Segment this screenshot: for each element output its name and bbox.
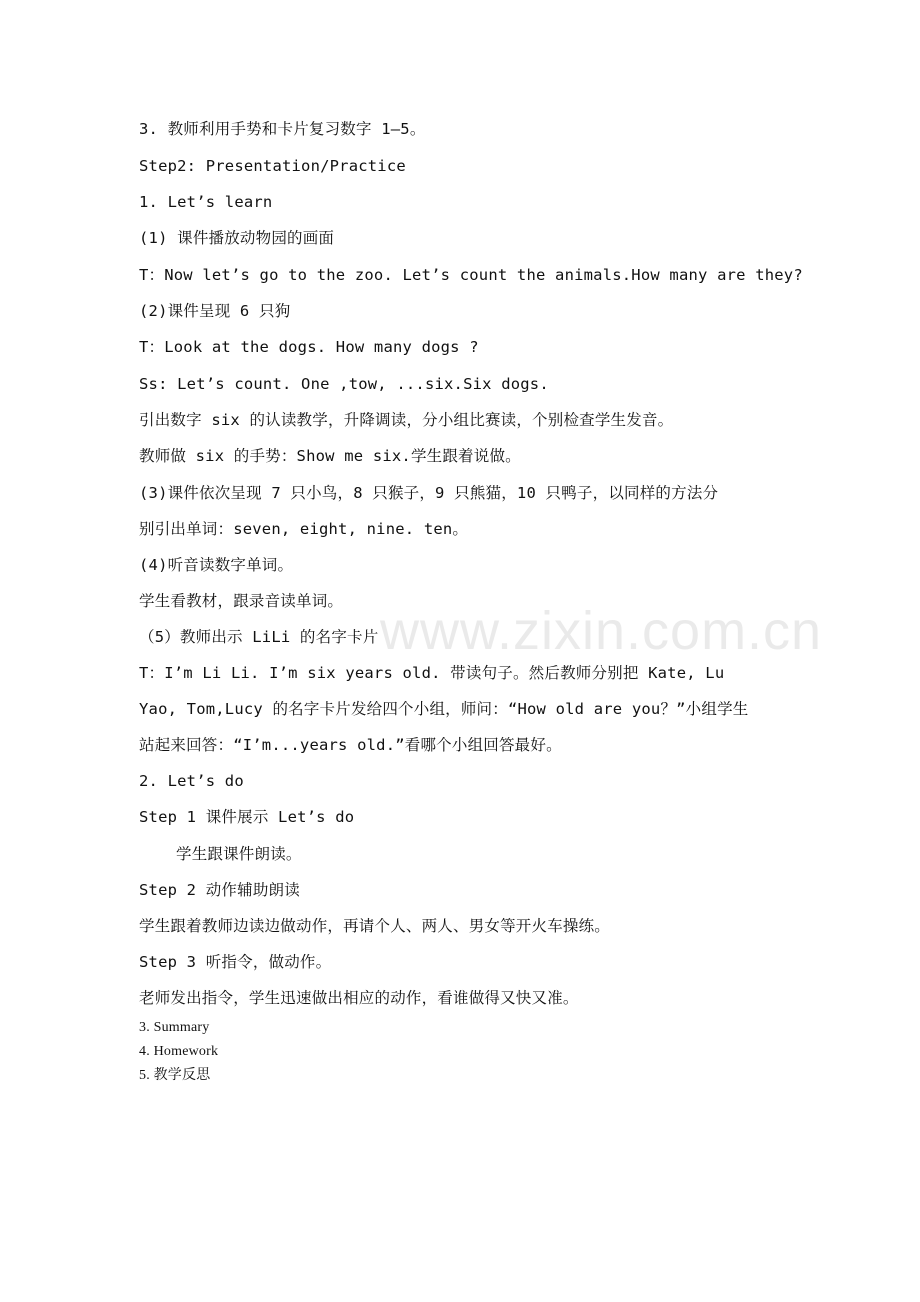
text-line: Step 3 听指令，做动作。 xyxy=(139,953,332,971)
text-line: 引出数字 six 的认读教学，升降调读，分小组比赛读，个别检查学生发音。 xyxy=(139,411,674,429)
text-line: 5. 教学反思 xyxy=(139,1068,211,1083)
text-line: 1. Let’s learn xyxy=(139,193,273,211)
text-line: 学生跟着教师边读边做动作，再请个人、两人、男女等开火车操练。 xyxy=(139,917,611,935)
text-line: (1) 课件播放动物园的画面 xyxy=(139,229,335,247)
text-line: Ss: Let’s count. One ,tow, ...six.Six dogs. xyxy=(139,375,549,393)
text-line: 4. Homework xyxy=(139,1044,219,1059)
text-line: 老师发出指令，学生迅速做出相应的动作，看谁做得又快又准。 xyxy=(139,989,579,1007)
text-line: Step2: Presentation/Practice xyxy=(139,157,406,175)
text-line: T：Now let’s go to the zoo. Let’s count the animals.How many are they? xyxy=(139,266,803,284)
text-line: T：Look at the dogs. How many dogs ? xyxy=(139,338,479,356)
text-line: 学生跟课件朗读。 xyxy=(176,845,302,863)
text-line: T：I’m Li Li. I’m six years old. 带读句子。然后教师分别把 Kate, Lu xyxy=(139,664,725,682)
text-line: Step 1 课件展示 Let’s do xyxy=(139,808,355,826)
text-line: 2. Let’s do xyxy=(139,772,244,790)
text-line: (4)听音读数字单词。 xyxy=(139,556,294,574)
text-line: 站起来回答：“I’m...years old.”看哪个小组回答最好。 xyxy=(139,736,562,754)
text-line: 3. 教师利用手势和卡片复习数字 1—5。 xyxy=(139,120,426,138)
text-line: (3)课件依次呈现 7 只小鸟，8 只猴子，9 只熊猫，10 只鸭子，以同样的方法分 xyxy=(139,484,719,502)
text-line: 学生看教材，跟录音读单词。 xyxy=(139,592,344,610)
text-line: Yao, Tom,Lucy 的名字卡片发给四个小组，师问：“How old are you？”小组学生 xyxy=(139,700,749,718)
text-line: 别引出单词：seven, eight, nine. ten。 xyxy=(139,520,469,538)
text-line: 3. Summary xyxy=(139,1020,210,1035)
text-line: 教师做 six 的手势：Show me six.学生跟着说做。 xyxy=(139,447,521,465)
text-line: (2)课件呈现 6 只狗 xyxy=(139,302,291,320)
text-line: （5）教师出示 LiLi 的名字卡片 xyxy=(139,628,379,646)
text-line: Step 2 动作辅助朗读 xyxy=(139,881,300,899)
watermark: www.zixin.com.cn xyxy=(380,601,823,661)
